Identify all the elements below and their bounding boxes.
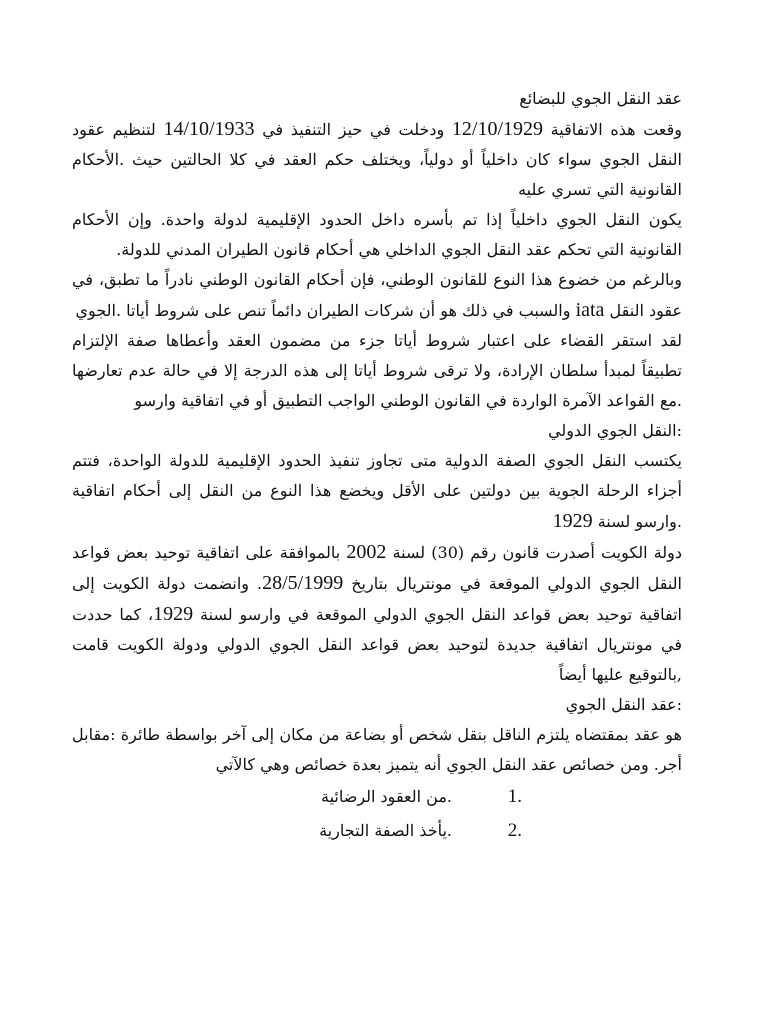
p1-text-a: وقعت هذه الاتفاقية bbox=[543, 120, 683, 139]
heading-international-transport: ‎:النقل الجوي الدولي bbox=[547, 421, 682, 440]
paragraph-kuwait-law bbox=[72, 537, 682, 690]
paragraph-international-definition bbox=[72, 446, 682, 537]
paragraph-national-law bbox=[72, 265, 682, 326]
p6-text-d: ، كما حددت في مونتريال اتفاقية جديدة لتوحيد بعض قواعد النقل الجوي الدولي ودولة الكويت قامت ‎,بالتوقيع عليها أيضاً bbox=[72, 605, 682, 684]
characteristics-list bbox=[72, 780, 682, 848]
p6-date-montreal: 28/5/1999 bbox=[262, 572, 344, 594]
paragraph-domestic-transport: يكون النقل الجوي داخلياً إذا تم بأسره داخل الحدود الإقليمية لدولة واحدة. وإن الأحكام القانونية التي تحكم عقد النقل الجوي الداخلي هي أحكام قانون الطيران المدني للدولة. bbox=[72, 210, 682, 259]
p5-text: يكتسب النقل الجوي الصفة الدولية متى تجاوز تنفيذ الحدود الإقليمية للدولة الواحدة، فتتم أجزاء الرحلة الجوية بين دولتين على الأقل ويخضع هذا النوع من النقل إلى أحكام اتفاقية ‎.وارسو لسنة bbox=[72, 451, 682, 531]
p6-text-a: دولة الكويت أصدرت قانون رقم (30) لسنة bbox=[386, 543, 683, 562]
paragraph-agreement-dates bbox=[72, 114, 682, 205]
p1-text-c: لتنظيم عقود النقل الجوي سواء كان داخلياً أو دولياً، ويختلف حكم العقد في كلا الحالتين حيث ‎.الأحكام القانونية التي تسري عليه bbox=[72, 120, 682, 199]
p1-text-b: ودخلت في حيز التنفيذ في bbox=[254, 120, 452, 139]
p6-year-law: 2002 bbox=[346, 541, 387, 563]
list-item-number: 2. bbox=[507, 820, 522, 841]
paragraph-iata-conditions: لقد استقر القضاء على اعتبار شروط أياتا جزء من مضمون العقد وأعطاها صفة الإلتزام تطبيقاً لمبدأ سلطان الإرادة، ولا ترقى شروط أياتا إلى هذه الدرجة إلا في حالة عدم تعارضها ‎.مع القواعد الآمرة الواردة في القانون الوطني الواجب التطبيق أو في اتفاقية وارسو bbox=[72, 331, 682, 410]
list-item bbox=[72, 780, 682, 814]
list-item-number: 1. bbox=[507, 786, 522, 807]
p6-year-warsaw: 1929 bbox=[153, 603, 194, 625]
heading-air-transport-contract: ‎:عقد النقل الجوي bbox=[565, 695, 682, 714]
document-page bbox=[72, 84, 682, 848]
document-title: عقد النقل الجوي للبضائع bbox=[519, 89, 682, 108]
p6-text-b: بالموافقة على اتفاقية توحيد بعض قواعد النقل الجوي الدولي الموقعة في مونتريال بتاريخ bbox=[72, 543, 682, 593]
p1-date-signed: 12/10/1929 bbox=[451, 118, 544, 140]
p5-year: 1929 bbox=[552, 510, 593, 532]
list-item bbox=[72, 814, 682, 848]
paragraph-contract-definition: هو عقد بمقتضاه يلتزم الناقل بنقل شخص أو بضاعة من مكان إلى آخر بواسطة طائرة ‎:مقابل أجر. ومن خصائص عقد النقل الجوي أنه يتميز بعدة خصائص وهي كالآتي bbox=[72, 725, 682, 774]
p6-text-c: . وانضمت دولة الكويت إلى اتفاقية توحيد بعض قواعد النقل الجوي الدولي الموقعة في وارسو لسنة bbox=[72, 574, 683, 624]
list-item-text: ‎.يأخذ الصفة التجارية bbox=[319, 821, 452, 840]
list-item-text: ‎.من العقود الرضائية bbox=[321, 787, 452, 806]
p3-iata: iata bbox=[575, 299, 605, 321]
p1-date-effective: 14/10/1933 bbox=[163, 118, 255, 140]
p3-text-b: والسبب في ذلك هو أن شركات الطيران دائماً تنص على شروط أياتا ‎.الجوي bbox=[75, 301, 571, 320]
p3-text-a: وبالرغم من خضوع هذا النوع للقانون الوطني، فإن أحكام القانون الوطني نادراً ما تطبق، في عقود النقل bbox=[72, 270, 682, 320]
